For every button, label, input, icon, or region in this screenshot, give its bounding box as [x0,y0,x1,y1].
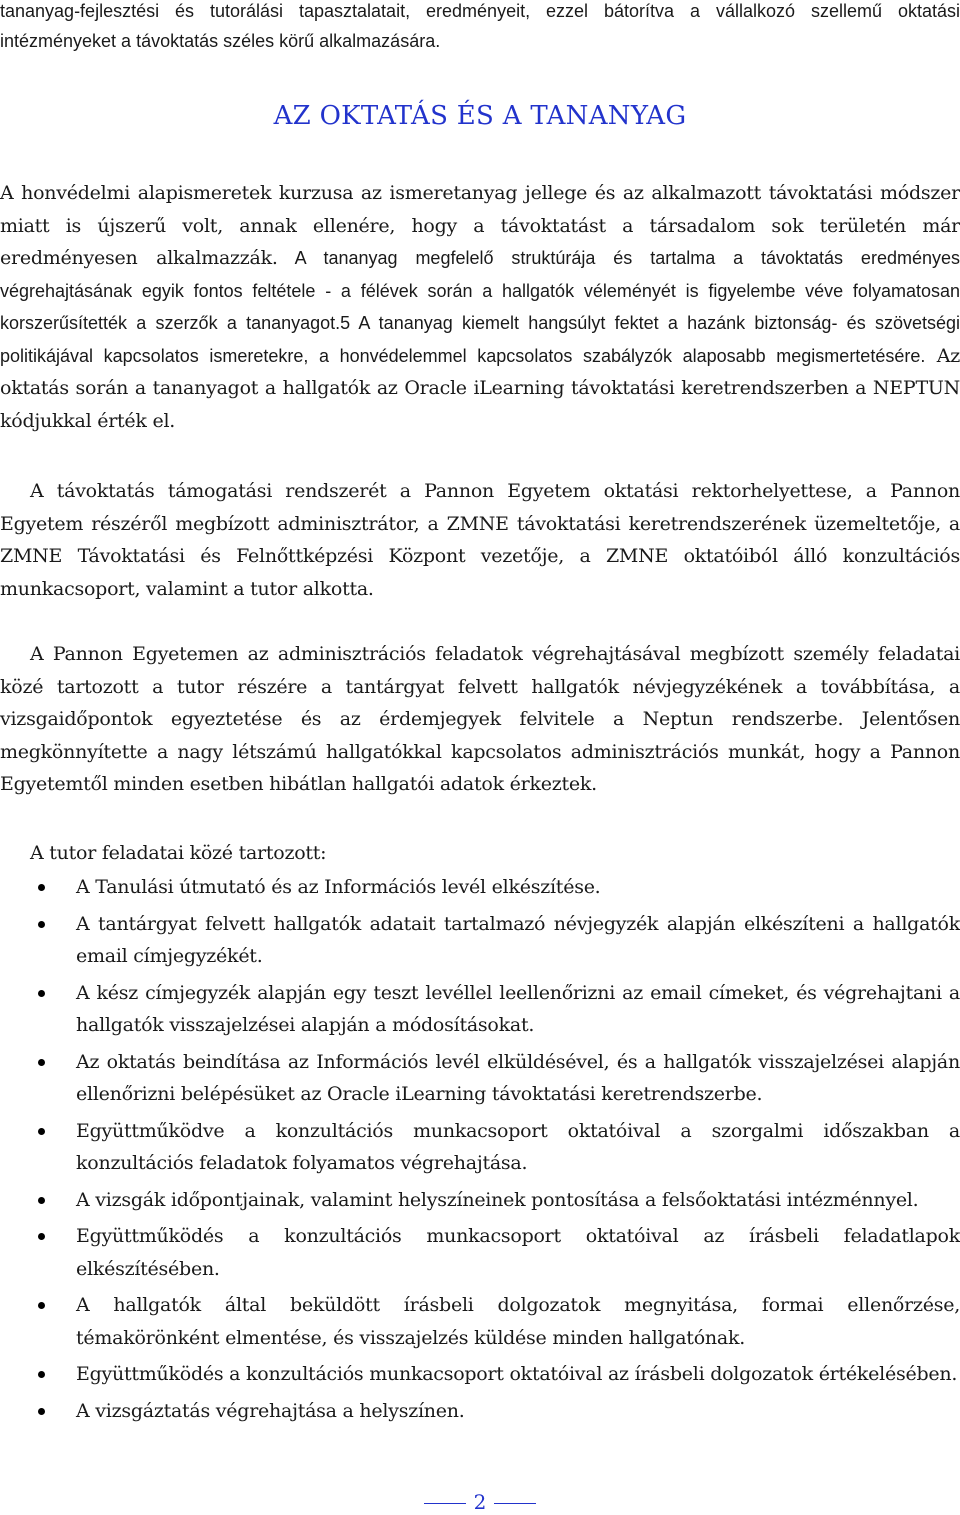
bullet-icon [38,1371,45,1378]
list-item [0,1289,960,1354]
list-item [0,1046,960,1111]
list-item-text: A Tanulási útmutató és az Információs levél elkészítése. [76,876,601,898]
list-item-text: Együttműködés a konzultációs munkacsoport oktatóival az írásbeli feladatlapok elkészítésében. [76,1225,960,1280]
tasks-lead: A tutor feladatai közé tartozott: [30,842,327,864]
tutor-tasks-list [0,871,960,1431]
paragraph-course-material-part3: Az oktatás során a tananyagot a hallgatók az Oracle iLearning távoktatási keretrendszerben a NEPTUN kódjukkal érték el. [0,344,960,432]
list-item [0,1395,960,1428]
footer-rule-left [424,1503,466,1504]
list-item [0,977,960,1042]
list-item [0,1358,960,1391]
intro-paragraph: tananyag-fejlesztési és tutorálási tapasztalatait, eredményeit, ezzel bátorítva a vállalkozó szellemű oktatási intézményeket a távoktatás széles körű alkalmazására. [0,1,960,51]
page-footer [0,1490,960,1514]
list-item-text: Együttműködve a konzultációs munkacsoport oktatóival a szorgalmi időszakban a konzultációs feladatok folyamatos végrehajtása. [76,1119,960,1174]
bullet-icon [38,1059,45,1066]
list-item [0,871,960,904]
list-item [0,1115,960,1180]
list-item [0,1184,960,1217]
footer-rule-right [494,1503,536,1504]
bullet-icon [38,990,45,997]
bullet-icon [38,1408,45,1415]
page-number: 2 [473,1490,487,1514]
bullet-icon [38,1302,45,1309]
paragraph-course-material-part2: A tananyag megfelelő struktúrája és tartalma a távoktatás eredményes végrehajtásának egyik fontos feltétele - a félévek során a hallgatók véleményét is figyelembe véve folyamatosan korszerűsítették a szerzők a tananyagot.5 A tananyag kiemelt hangsúlyt fektet a hazánk biztonság- és szövetségi politikájával kapcsolatos ismeretekre, a honvédelemmel kapcsolatos szabályzók alaposabb megismertetésére. [0,248,960,366]
list-item [0,1220,960,1285]
list-item-text: Az oktatás beindítása az Információs levél elküldésével, és a hallgatók visszajelzései alapján ellenőrizni belépésüket az Oracle iLearning távoktatási keretrendszerbe. [76,1050,960,1105]
paragraph-administration: A Pannon Egyetemen az adminisztrációs feladatok végrehajtásával megbízott személy feladatai közé tartozott a tutor részére a tantárgyat felvett hallgatók névjegyzékének a továbbítása, a vizsgaidőpontok egyeztetése és az érdemjegyek felvitele a Neptun rendszerbe. Jelentősen megkönnyítette a nagy létszámú hallgatókkal kapcsolatos adminisztrációs munkát, hogy a Pannon Egyetemtől minden esetben hibátlan hallgatói adatok érkeztek. [0,643,960,795]
list-item-text: A vizsgák időpontjainak, valamint helyszíneinek pontosítása a felsőoktatási intézménnyel. [76,1188,919,1211]
bullet-icon [38,921,45,928]
list-item [0,908,960,973]
bullet-icon [38,1233,45,1240]
bullet-icon [38,1128,45,1135]
section-title: AZ OKTATÁS ÉS A TANANYAG [273,101,687,131]
list-item-text: A vizsgáztatás végrehajtása a helyszínen. [76,1399,465,1422]
list-item-text: A tantárgyat felvett hallgatók adatait tartalmazó névjegyzék alapján elkészíteni a hallgatók email címjegyzékét. [76,912,960,967]
paragraph-course-material-part1: A honvédelmi alapismeretek kurzusa az ismeretanyag jellege és az alkalmazott távoktatási módszer miatt is újszerű volt, annak ellenére, hogy a távoktatást a társadalom sok területén már eredményesen alkalmazzák. [0,182,960,269]
list-item-text: Együttműködés a konzultációs munkacsoport oktatóival az írásbeli dolgozatok értékelésében. [76,1363,958,1385]
list-item-text: A kész címjegyzék alapján egy teszt levéllel leellenőrizni az email címeket, és végrehajtani a hallgatók visszajelzései alapján a módosításokat. [76,981,960,1036]
paragraph-course-material [0,177,960,437]
bullet-icon [38,1197,45,1204]
list-item-text: A hallgatók által beküldött írásbeli dolgozatok megnyitása, formai ellenőrzése, témakörönként elmentése, és visszajelzés küldése minden hallgatónak. [76,1294,960,1349]
paragraph-support-system: A távoktatás támogatási rendszerét a Pannon Egyetem oktatási rektorhelyettese, a Pannon Egyetem részéről megbízott adminisztrátor, a ZMNE távoktatási keretrendszerének üzemeltetője, a ZMNE Távoktatási és Felnőttképzési Központ vezetője, a ZMNE oktatóiból álló konzultációs munkacsoport, valamint a tutor alkotta. [0,480,960,600]
bullet-icon [38,884,45,891]
